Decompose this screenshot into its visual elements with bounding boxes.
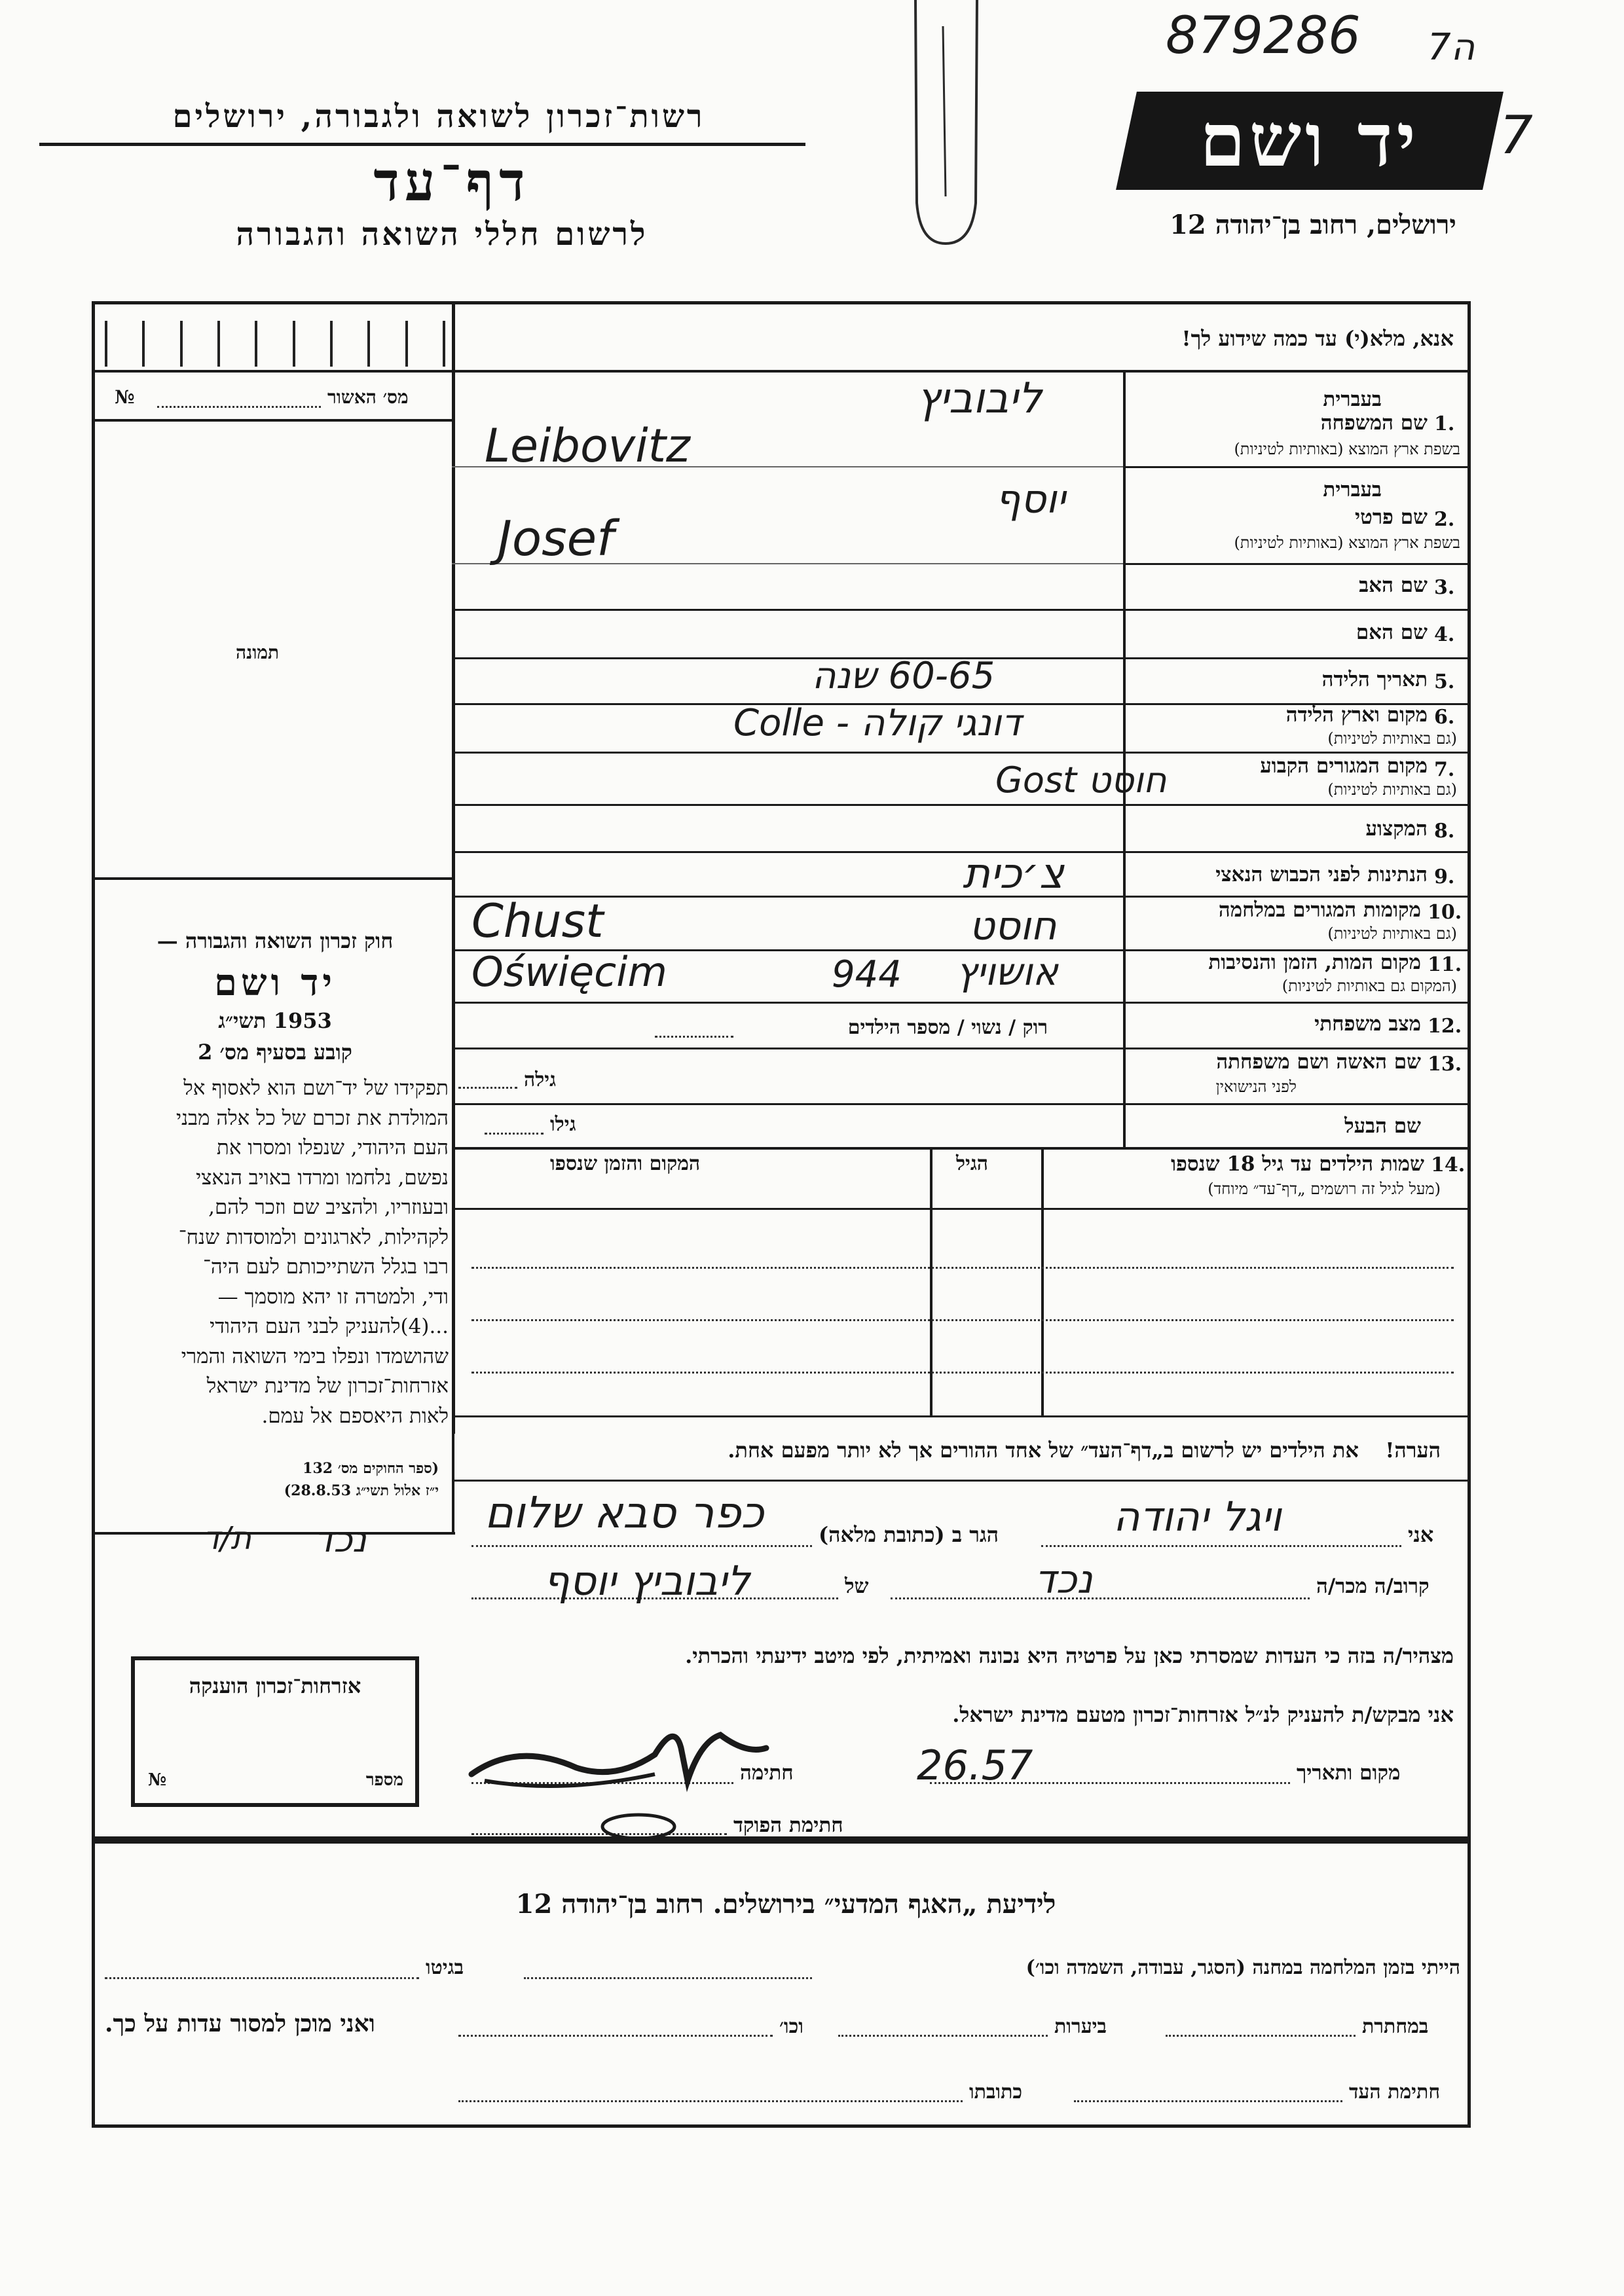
field-number-2: 2. xyxy=(1434,508,1455,531)
law-title: חוק זכרון השואה והגבורה — xyxy=(157,928,394,953)
left-column-border xyxy=(452,301,455,1434)
field-sub-10: (גם באותיות לטיניות) xyxy=(1327,924,1457,943)
approval-label: מס׳ האשור xyxy=(327,386,409,408)
law-year-hebrew: תשי״ג xyxy=(218,1008,267,1033)
declarant-lives-at: הגר ב (כתובת מלאה) xyxy=(819,1522,999,1547)
institute-line2-c: וכו׳ xyxy=(779,2015,803,2038)
husband-age-label: גילו xyxy=(550,1113,576,1136)
field-sub-1: בשפת ארץ המוצא (באותיות לטיניות) xyxy=(1234,440,1460,458)
law-ref-2: י״ז אלול תשי״ג 28.8.53) xyxy=(284,1482,439,1499)
officer-label: חתימת הפוקד xyxy=(733,1813,843,1837)
row-line xyxy=(452,1048,1471,1049)
approval-rule xyxy=(92,370,455,373)
field-sub-7: (גם באותיות לטיניות) xyxy=(1327,780,1457,799)
children-age-header: הגיל xyxy=(956,1152,989,1175)
institute-line2-dots-a xyxy=(1166,2035,1356,2037)
institute-line2-dots-c xyxy=(458,2035,773,2037)
citizenship-number-label: מספר xyxy=(365,1770,403,1790)
law-line: ובעוזריו, ולהציב שם וזכר להם, xyxy=(208,1195,449,1219)
institute-line1-a: הייתי בזמן המלחמה במחנה (הסגר, עבודה, השמדה וכו׳) xyxy=(1025,1956,1460,1979)
declarant-name-dots xyxy=(1041,1545,1401,1547)
field-number-5: 5. xyxy=(1434,670,1455,693)
field-sub-2: בשפת ארץ המוצא (באותיות לטיניות) xyxy=(1234,534,1460,552)
law-line: ודי, ולמטרה זו יהא מוסמך — xyxy=(217,1285,449,1309)
law-name: יד ושם xyxy=(213,961,337,1004)
field-number-12: 12. xyxy=(1428,1015,1462,1038)
children-header-rule xyxy=(452,1208,1471,1210)
field-sub-6: (גם באותיות לטיניות) xyxy=(1327,729,1457,748)
request-text: אני מבקש/ת להעניק לנ״ל אזרחות־זכרון מטעם מדינת ישראל. xyxy=(952,1702,1454,1727)
declarant-address-value: כפר סבא שלום xyxy=(485,1487,764,1538)
first-name-latin: Josef xyxy=(498,511,614,567)
law-line: שהושמדו ונפלו בימי השואה והמרי xyxy=(181,1344,449,1368)
of-value: ליבוביץ יוסף xyxy=(544,1557,750,1605)
header-rule xyxy=(39,143,805,146)
field-number-10: 10. xyxy=(1428,901,1462,924)
children-number: 14. xyxy=(1431,1154,1466,1176)
sketch-drawing xyxy=(904,0,989,255)
children-col-1 xyxy=(1041,1147,1044,1415)
institute-frame xyxy=(92,1840,1471,2128)
death-place-hebrew: אושויץ xyxy=(956,949,1058,994)
institute-line1-dots-2 xyxy=(105,1977,419,1979)
institute-line3-a: חתימת העד xyxy=(1349,2081,1441,2104)
form-intro: אנא, מלא(י) עד כמה שידוע לך! xyxy=(1181,326,1454,351)
field-label-6: מקום וארץ הלידה xyxy=(1285,703,1428,727)
row-line xyxy=(1123,563,1471,565)
relative-of-label: קרוב/ה מכר/ה xyxy=(1316,1575,1430,1598)
citizenship-box xyxy=(131,1656,419,1807)
field-number-9: 9. xyxy=(1434,866,1455,888)
row-line xyxy=(452,609,1471,611)
children-col-2 xyxy=(930,1147,932,1415)
institute-line3-dots-a xyxy=(1074,2100,1342,2102)
signature-label: חתימה xyxy=(740,1761,794,1785)
relation-dots xyxy=(891,1597,1310,1599)
field-label-12: מצב משפחתי xyxy=(1314,1012,1421,1036)
approval-dots xyxy=(157,406,321,408)
institute-line3-b: כתובתו xyxy=(969,2081,1023,2104)
law-ref-1: (ספר החוקים מס׳ 132 xyxy=(303,1460,439,1477)
field-number-3: 3. xyxy=(1434,576,1455,599)
margin-note-value: נכד xyxy=(314,1519,367,1560)
form-subtitle: לרשום חללי השואה והגבורה xyxy=(236,216,648,253)
place-date-label: מקום ותאריך xyxy=(1297,1761,1401,1785)
signature-mark xyxy=(458,1709,773,1807)
children-row xyxy=(471,1319,1454,1321)
declaration-text: מצהיר/ה בזה כי העדות שמסרתי כאן על פרטיה היא נכונה ואמיתית, לפי מיטב ידיעתי והכרתי. xyxy=(685,1643,1454,1668)
field-label-4: שם האם xyxy=(1356,621,1428,644)
field-label-1: שם המשפחה xyxy=(1320,411,1428,435)
field-label-3: שם האב xyxy=(1359,574,1428,597)
law-year: 1953 xyxy=(273,1008,332,1033)
row-line xyxy=(452,752,1471,754)
field-label-2: שם פרטי xyxy=(1354,505,1428,529)
citizenship-title: אזרחות־זכרון הוענקה xyxy=(189,1673,361,1698)
field-label-8: המקצוע xyxy=(1365,817,1428,841)
wife-age-label: גילה xyxy=(524,1068,557,1091)
field-number-13: 13. xyxy=(1428,1053,1462,1076)
place-date-value: 26.57 xyxy=(917,1741,1033,1789)
law-line: ...(4)להעניק לבני העם היהודי xyxy=(210,1315,449,1338)
declarant-address-dots xyxy=(471,1545,812,1547)
approval-number-sign: № xyxy=(115,386,135,408)
row-line xyxy=(452,896,1471,898)
of-label: של xyxy=(845,1575,869,1598)
residence-value: חוסט Gost xyxy=(995,759,1167,801)
field-number-1: 1. xyxy=(1434,412,1455,435)
children-row xyxy=(471,1372,1454,1374)
law-line: העם היהודי, שנפלו ומסרו את xyxy=(216,1136,449,1159)
law-line: לאות היאספם אל עמם. xyxy=(261,1404,449,1428)
declarant-address-extra: ת/ד xyxy=(203,1520,251,1557)
children-row xyxy=(471,1267,1454,1269)
field-number-4: 4. xyxy=(1434,623,1455,646)
law-text xyxy=(98,1074,449,1431)
photo-label: תמונה xyxy=(236,642,280,663)
corner-mark: 7ה xyxy=(1428,26,1475,69)
children-table-bottom xyxy=(452,1415,1471,1417)
children-label: שמות הילדים עד גיל 18 שנספו xyxy=(1171,1152,1424,1176)
law-year-row xyxy=(105,1008,445,1033)
first-name-hebrew: יוסף xyxy=(995,477,1066,522)
field-label-husband: שם הבעל xyxy=(1344,1114,1421,1138)
law-line: רבו בגלל השתייכותם לעם היה־ xyxy=(202,1255,449,1279)
marital-status-value: רוק / נשוי / מספר הילדים xyxy=(847,1016,1048,1039)
field-label-5: תאריך הלידה xyxy=(1321,668,1428,691)
row-line xyxy=(452,1103,1471,1105)
note-rule xyxy=(452,1480,1471,1482)
left-column-right-lower xyxy=(452,1434,454,1532)
institute-line1-dots xyxy=(524,1977,812,1979)
law-clause: קובע בסעיף מס׳ 2 xyxy=(198,1040,352,1065)
authority-title: רשות־זכרון לשואה ולגבורה, ירושלים xyxy=(172,98,705,135)
approval-rule-2 xyxy=(92,419,455,422)
field-label-9: הנתינות לפני הכבוש הנאצי xyxy=(1215,863,1428,886)
institute-line2-d: ואני מוכן למסור עדות על כך. xyxy=(105,2010,375,2037)
field-number-6: 6. xyxy=(1434,706,1455,729)
nationality-value: צ׳כית xyxy=(963,850,1064,898)
law-line: נפשם, נלחמו ומרדו באויב הנאצי xyxy=(196,1165,449,1190)
form-title: דף־עד xyxy=(373,151,530,213)
death-place-latin: Oświęcim xyxy=(471,948,667,996)
institute-line1-b: בגיטו xyxy=(426,1956,464,1979)
archive-number: 879286 xyxy=(1166,7,1361,65)
death-year: 944 xyxy=(832,953,902,996)
institute-line2-dots-b xyxy=(838,2035,1048,2037)
field-sub-11: (המקום גם באותיות לטיניות) xyxy=(1282,977,1457,995)
declarant-name-value: ויגל יהודה xyxy=(1113,1493,1282,1540)
institute-line3-dots-b xyxy=(458,2100,963,2102)
field-label-7: מקום המגורים הקבוע xyxy=(1260,754,1428,778)
row-line xyxy=(452,851,1471,853)
field-number-11: 11. xyxy=(1428,953,1462,976)
hebrew-tag-2: בעברית xyxy=(1323,478,1382,501)
family-name-hebrew: ליבוביץ xyxy=(917,374,1042,423)
field-label-10: מקומות המגורים במלחמה xyxy=(1218,898,1421,922)
hebrew-tag-1: בעברית xyxy=(1323,388,1382,411)
field-label-13: שם האשה ושם משפחתה xyxy=(1216,1050,1421,1074)
note-text: את הילדים יש לרשום ב„דף־העד״ של אחד ההורים אך לא יותר מפעם אחת. xyxy=(728,1438,1359,1463)
institute-line2-a: במחתרת xyxy=(1362,2015,1429,2038)
children-table-top xyxy=(452,1147,1471,1150)
war-residence-hebrew: חוסט xyxy=(969,903,1057,949)
law-line: תפקידו של יד־ושם הוא לאסוף אל xyxy=(183,1076,449,1100)
husband-age-dots xyxy=(485,1133,544,1135)
institute-line2-b: ביערות xyxy=(1054,2015,1107,2038)
row-line xyxy=(1123,466,1471,468)
relation-value: נכד xyxy=(1035,1557,1093,1603)
row-line xyxy=(452,1002,1471,1004)
birth-place-value: דונגי קולה - Colle xyxy=(733,702,1022,744)
note-label: הערה! xyxy=(1385,1438,1441,1463)
children-count-dots xyxy=(655,1036,733,1038)
corner-digit: 7 xyxy=(1500,105,1533,166)
approval-ticks xyxy=(105,321,445,367)
children-sub: (מעל לגיל זה רושמים „דף־עד״ מיוחד) xyxy=(1208,1180,1441,1198)
logo xyxy=(1116,92,1504,190)
institute-title: לידיעת „האגף המדעי״ בירושלים. רחוב בן־יהודה 12 xyxy=(515,1889,1056,1920)
address: ירושלים, רחוב בן־יהודה 12 xyxy=(1170,210,1456,240)
children-place-header: המקום והזמן שנספו xyxy=(550,1152,701,1175)
declarant-ani: אני xyxy=(1408,1522,1434,1547)
law-line: לקהילות, לארגונים ולמוסדות שנח־ xyxy=(178,1225,449,1249)
photo-bottom xyxy=(92,877,455,880)
birth-date-value: 60-65 שנה xyxy=(812,655,995,697)
law-line: אזרחות־זכרון של מדינת ישראל xyxy=(206,1374,449,1398)
left-column-bottom xyxy=(92,1532,455,1535)
citizenship-number-sign: № xyxy=(148,1770,167,1790)
field-sub-13: לפני הנישואין xyxy=(1215,1078,1297,1096)
row-line xyxy=(452,804,1471,806)
field-number-7: 7. xyxy=(1434,758,1455,781)
field-label-11: מקום המות, הזמן והנסיבות xyxy=(1208,951,1421,974)
field-number-8: 8. xyxy=(1434,820,1455,843)
wife-age-dots xyxy=(458,1087,517,1089)
intro-rule xyxy=(452,370,1471,373)
note-row xyxy=(471,1438,1441,1463)
war-residence-latin: Chust xyxy=(471,894,604,948)
law-line: המולדת את זכרם של כל אלה מבני xyxy=(175,1106,449,1130)
logo-text: יד ושם xyxy=(1199,98,1420,183)
family-name-latin: Leibovitz xyxy=(485,419,690,473)
